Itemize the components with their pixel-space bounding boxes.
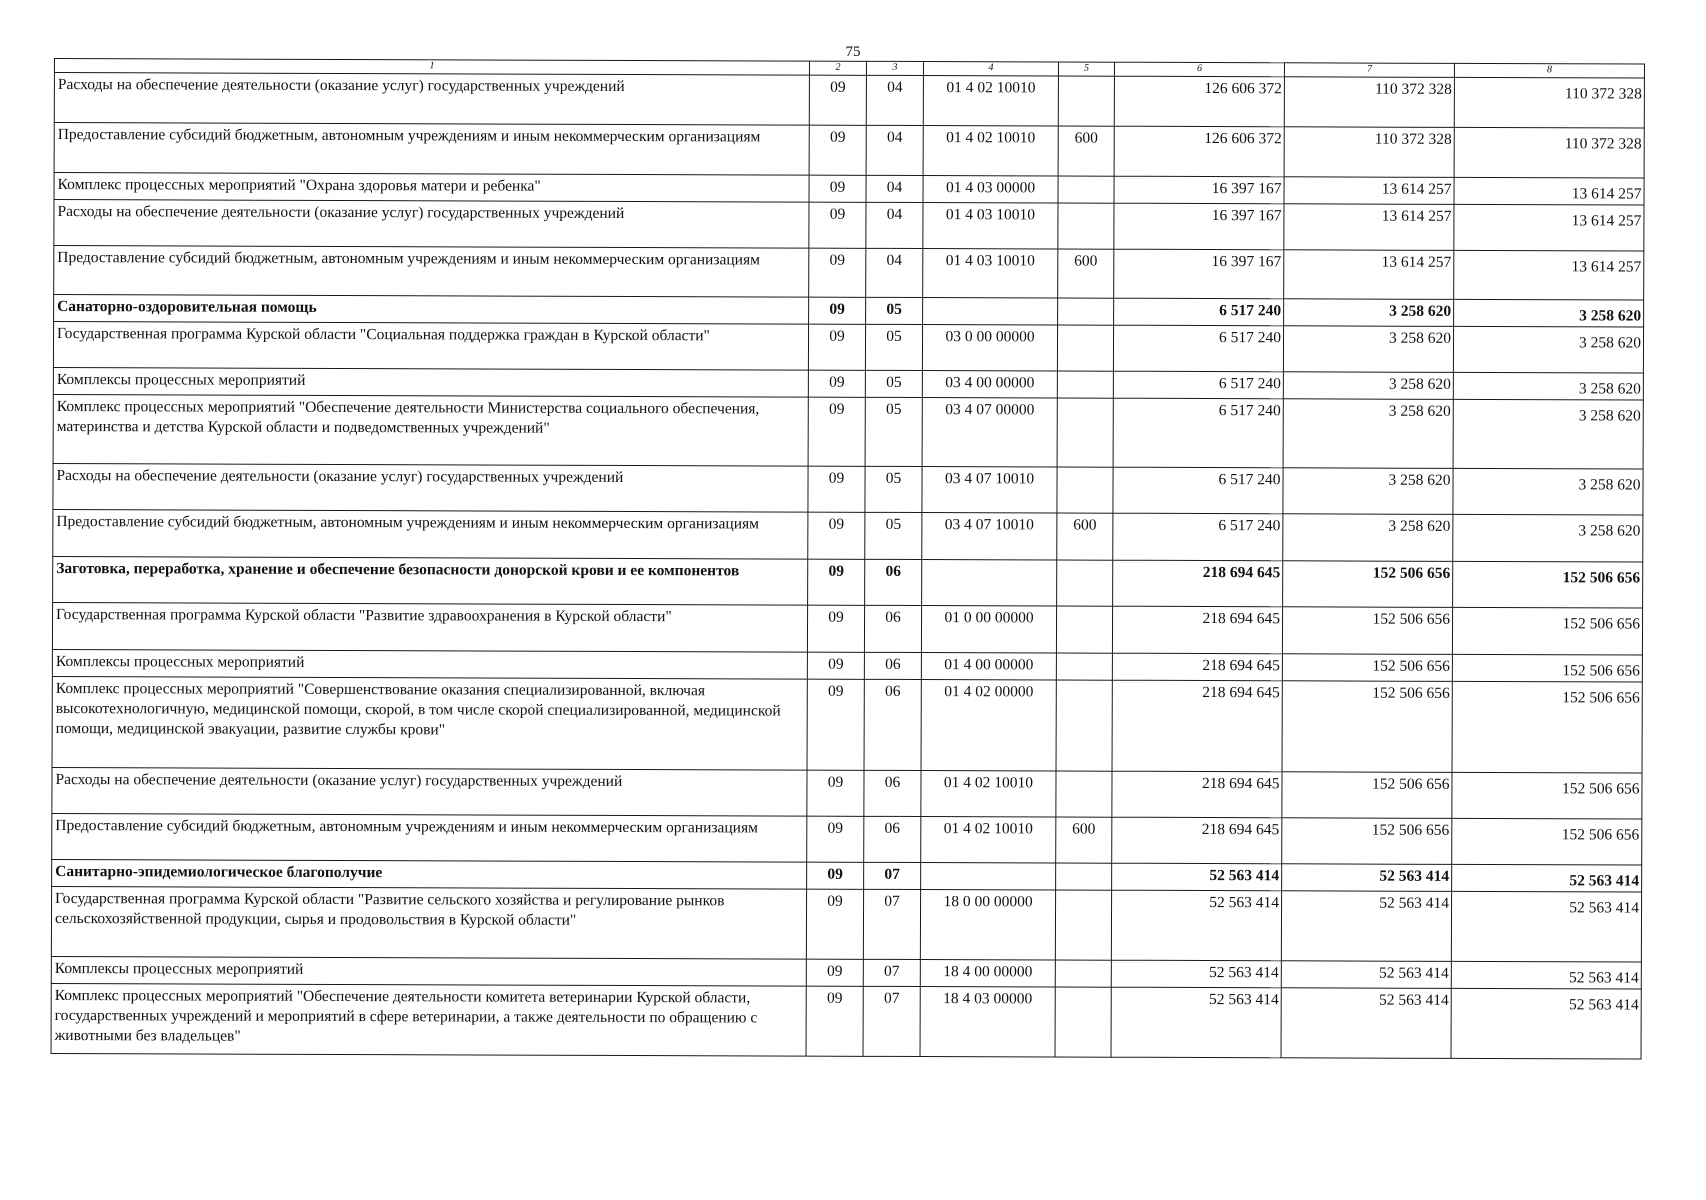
amount-col7-cell: 3 258 620 — [1283, 399, 1453, 469]
target-article-cell — [921, 863, 1056, 890]
table-row — [54, 123, 1644, 179]
amount-col7-cell: 3 258 620 — [1283, 372, 1453, 400]
expense-type-cell — [1058, 203, 1114, 249]
amount-col8-cell: 3 258 620 — [1453, 514, 1643, 562]
section-cell: 09 — [806, 889, 863, 959]
target-article-cell: 18 4 03 00000 — [920, 987, 1055, 1057]
target-article-cell: 03 4 07 10010 — [922, 467, 1057, 513]
target-article-cell: 01 4 02 10010 — [921, 771, 1056, 817]
amount-col8-cell: 152 506 656 — [1452, 772, 1642, 819]
subsection-cell: 07 — [863, 986, 920, 1056]
section-cell: 09 — [807, 679, 864, 770]
amount-col6-cell: 218 694 645 — [1112, 771, 1282, 818]
expense-type-cell: 600 — [1057, 513, 1113, 560]
amount-col6-cell: 126 606 372 — [1114, 126, 1284, 177]
amount-col7-cell: 13 614 257 — [1284, 250, 1454, 300]
amount-col6-cell: 6 517 240 — [1113, 325, 1283, 372]
amount-col8-cell: 52 563 414 — [1451, 988, 1641, 1059]
section-cell: 09 — [808, 397, 865, 466]
expense-type-cell — [1058, 76, 1114, 126]
amount-col6-cell: 52 563 414 — [1111, 890, 1281, 961]
target-article-cell: 03 4 07 10010 — [922, 513, 1057, 560]
row-name-cell: Предоставление субсидий бюджетным, автономным учреждениям и иным некоммерческим организациям — [54, 246, 809, 298]
subsection-cell: 05 — [865, 512, 922, 559]
amount-col6-cell: 52 563 414 — [1112, 863, 1282, 891]
amount-col7-cell: 152 506 656 — [1282, 681, 1452, 773]
target-article-cell — [923, 298, 1058, 325]
expense-type-cell — [1057, 467, 1113, 513]
table-row — [54, 200, 1644, 252]
section-cell: 09 — [806, 986, 863, 1056]
budget-table — [51, 58, 1645, 1060]
target-article-cell: 01 4 02 10010 — [921, 817, 1056, 863]
subsection-cell: 05 — [865, 397, 922, 466]
table-row — [54, 246, 1644, 301]
column-number-header: 5 — [1058, 62, 1114, 76]
target-article-cell: 01 4 02 10010 — [923, 126, 1058, 176]
amount-col8-cell: 3 258 620 — [1453, 372, 1643, 400]
row-name-cell: Санаторно-оздоровительная помощь — [54, 295, 809, 325]
expense-type-cell — [1058, 298, 1114, 325]
column-number-header: 8 — [1454, 63, 1644, 78]
amount-col7-cell: 13 614 257 — [1284, 204, 1454, 251]
amount-col6-cell: 218 694 645 — [1112, 680, 1282, 772]
amount-col8-cell: 3 258 620 — [1454, 299, 1644, 327]
expense-type-cell — [1056, 653, 1112, 680]
subsection-cell: 04 — [866, 202, 923, 248]
amount-col6-cell: 218 694 645 — [1113, 560, 1283, 607]
table-row — [54, 73, 1644, 129]
amount-col8-cell: 3 258 620 — [1453, 468, 1643, 515]
table-row — [53, 509, 1643, 562]
target-article-cell: 18 0 00 00000 — [920, 890, 1055, 960]
amount-col8-cell: 13 614 257 — [1454, 204, 1644, 251]
amount-col6-cell: 218 694 645 — [1112, 653, 1282, 681]
subsection-cell: 07 — [864, 862, 921, 889]
amount-col8-cell: 110 372 328 — [1454, 127, 1644, 178]
amount-col8-cell: 152 506 656 — [1452, 818, 1642, 865]
amount-col7-cell: 152 506 656 — [1282, 607, 1452, 655]
amount-col6-cell: 16 397 167 — [1114, 203, 1284, 250]
row-name-cell: Комплексы процессных мероприятий — [51, 956, 806, 986]
amount-col8-cell: 152 506 656 — [1453, 561, 1643, 608]
section-cell: 09 — [807, 770, 864, 816]
amount-col7-cell: 152 506 656 — [1283, 561, 1453, 608]
row-name-cell: Предоставление субсидий бюджетным, автономным учреждениям и иным некоммерческим организациям — [52, 813, 807, 862]
row-name-cell: Комплекс процессных мероприятий "Обеспечение деятельности комитета ветеринарии Курской области, государственных учреждений и мероприятий в сфере ветеринарии, а также деятельности по обращению с животными без владельцев" — [51, 983, 806, 1056]
table-row — [51, 886, 1641, 962]
section-cell: 09 — [809, 125, 866, 175]
subsection-cell: 06 — [865, 559, 922, 605]
table-row — [52, 602, 1642, 655]
subsection-cell: 04 — [866, 125, 923, 175]
amount-col6-cell: 6 517 240 — [1113, 467, 1283, 514]
amount-col6-cell: 52 563 414 — [1111, 960, 1281, 988]
amount-col7-cell: 110 372 328 — [1284, 127, 1454, 178]
amount-col8-cell: 152 506 656 — [1452, 681, 1642, 773]
subsection-cell: 07 — [863, 959, 920, 986]
row-name-cell: Комплексы процессных мероприятий — [53, 367, 808, 397]
table-row — [53, 556, 1643, 608]
amount-col7-cell: 52 563 414 — [1281, 988, 1451, 1059]
table-row — [51, 983, 1641, 1059]
amount-col7-cell: 3 258 620 — [1284, 299, 1454, 327]
target-article-cell: 01 0 00 00000 — [921, 606, 1056, 653]
amount-col6-cell: 6 517 240 — [1113, 513, 1283, 561]
row-name-cell: Комплекс процессных мероприятий "Обеспечение деятельности Министерства социального обеспечения, материнства и детства Курской области и подведомственных учреждений" — [53, 394, 808, 466]
row-name-cell: Государственная программа Курской области "Развитие здравоохранения в Курской области" — [52, 602, 807, 652]
amount-col7-cell: 152 506 656 — [1282, 772, 1452, 819]
section-cell: 09 — [807, 605, 864, 652]
expense-type-cell: 600 — [1058, 249, 1114, 298]
target-article-cell: 01 4 03 00000 — [923, 176, 1058, 203]
amount-col7-cell: 13 614 257 — [1284, 177, 1454, 205]
expense-type-cell — [1057, 560, 1113, 606]
amount-col7-cell: 52 563 414 — [1281, 961, 1451, 989]
row-name-cell: Расходы на обеспечение деятельности (оказание услуг) государственных учреждений — [52, 767, 807, 816]
column-number-header: 4 — [923, 62, 1058, 76]
amount-col6-cell: 126 606 372 — [1114, 76, 1284, 127]
section-cell: 09 — [809, 297, 866, 324]
row-name-cell: Санитарно-эпидемиологическое благополучие — [52, 859, 807, 889]
section-cell: 09 — [809, 248, 866, 297]
section-cell: 09 — [809, 75, 866, 125]
section-cell: 09 — [807, 652, 864, 679]
expense-type-cell — [1056, 863, 1112, 890]
subsection-cell: 05 — [865, 370, 922, 397]
table-row — [52, 813, 1642, 865]
amount-col7-cell: 52 563 414 — [1281, 891, 1451, 962]
target-article-cell: 03 4 07 00000 — [922, 398, 1057, 467]
amount-col8-cell: 13 614 257 — [1454, 250, 1644, 300]
expense-type-cell — [1057, 398, 1113, 467]
amount-col8-cell: 13 614 257 — [1454, 177, 1644, 205]
amount-col6-cell: 16 397 167 — [1114, 249, 1284, 299]
section-cell: 09 — [809, 202, 866, 248]
amount-col7-cell: 3 258 620 — [1283, 514, 1453, 562]
section-cell: 09 — [808, 370, 865, 397]
amount-col6-cell: 6 517 240 — [1114, 298, 1284, 326]
row-name-cell: Расходы на обеспечение деятельности (оказание услуг) государственных учреждений — [54, 200, 809, 249]
target-article-cell: 01 4 02 10010 — [923, 76, 1058, 126]
section-cell: 09 — [808, 512, 865, 559]
row-name-cell: Комплекс процессных мероприятий "Совершенствование оказания специализированной, включая высокотехнологичную, медицинской помощи, скорой, в том числе скорой специализированной, медицинской помощи, медицинской эвакуации, развитие службы крови" — [52, 676, 807, 770]
table-row — [53, 322, 1643, 374]
subsection-cell: 06 — [864, 770, 921, 816]
column-number-header: 6 — [1114, 62, 1284, 77]
section-cell: 09 — [808, 466, 865, 512]
amount-col7-cell: 152 506 656 — [1282, 818, 1452, 865]
amount-col7-cell: 110 372 328 — [1284, 77, 1454, 128]
table-row — [52, 676, 1642, 773]
budget-table-sheet — [51, 58, 1644, 1060]
amount-col8-cell: 52 563 414 — [1452, 864, 1642, 892]
subsection-cell: 04 — [866, 75, 923, 125]
amount-col7-cell: 3 258 620 — [1283, 468, 1453, 515]
row-name-cell: Государственная программа Курской области "Социальная поддержка граждан в Курской области" — [53, 322, 808, 371]
amount-col7-cell: 3 258 620 — [1283, 326, 1453, 373]
target-article-cell: 03 0 00 00000 — [922, 325, 1057, 371]
amount-col6-cell: 16 397 167 — [1114, 176, 1284, 204]
expense-type-cell — [1058, 176, 1114, 203]
subsection-cell: 05 — [865, 324, 922, 370]
subsection-cell: 04 — [866, 175, 923, 202]
expense-type-cell — [1055, 960, 1111, 987]
amount-col8-cell: 52 563 414 — [1451, 961, 1641, 989]
amount-col6-cell: 6 517 240 — [1113, 398, 1283, 468]
section-cell: 09 — [807, 816, 864, 862]
table-row — [53, 394, 1643, 469]
table-row — [52, 767, 1642, 819]
subsection-cell: 07 — [863, 889, 920, 959]
subsection-cell: 06 — [864, 652, 921, 679]
row-name-cell: Комплекс процессных мероприятий "Охрана здоровья матери и ребенка" — [54, 173, 809, 203]
target-article-cell: 01 4 03 10010 — [923, 249, 1058, 298]
amount-col8-cell: 3 258 620 — [1453, 326, 1643, 373]
row-name-cell: Комплексы процессных мероприятий — [52, 649, 807, 679]
subsection-cell: 05 — [865, 466, 922, 512]
section-cell: 09 — [806, 959, 863, 986]
row-name-cell: Государственная программа Курской области "Развитие сельского хозяйства и регулирование рынков сельскохозяйственной продукции, сырья и продовольствия в Курской области" — [51, 886, 806, 959]
amount-col6-cell: 218 694 645 — [1112, 817, 1282, 864]
subsection-cell: 06 — [864, 679, 921, 770]
amount-col8-cell: 52 563 414 — [1451, 891, 1641, 962]
subsection-cell: 06 — [864, 816, 921, 862]
row-name-cell: Предоставление субсидий бюджетным, автономным учреждениям и иным некоммерческим организациям — [54, 123, 809, 176]
row-name-cell: Расходы на обеспечение деятельности (оказание услуг) государственных учреждений — [53, 463, 808, 512]
column-number-header: 2 — [809, 61, 866, 75]
expense-type-cell — [1056, 680, 1112, 771]
amount-col6-cell: 6 517 240 — [1113, 371, 1283, 399]
expense-type-cell — [1055, 890, 1111, 960]
amount-col8-cell: 3 258 620 — [1453, 399, 1643, 469]
amount-col8-cell: 152 506 656 — [1452, 607, 1642, 655]
target-article-cell: 01 4 03 10010 — [923, 203, 1058, 249]
amount-col8-cell: 152 506 656 — [1452, 654, 1642, 682]
amount-col8-cell: 110 372 328 — [1454, 77, 1644, 128]
column-number-header: 1 — [54, 59, 809, 76]
subsection-cell: 05 — [866, 297, 923, 324]
amount-col6-cell: 218 694 645 — [1112, 606, 1282, 654]
expense-type-cell — [1057, 325, 1113, 371]
page-number: 75 — [845, 44, 861, 60]
table-row — [53, 463, 1643, 515]
target-article-cell: 03 4 00 00000 — [922, 371, 1057, 398]
target-article-cell: 01 4 02 00000 — [921, 680, 1056, 771]
section-cell: 09 — [808, 559, 865, 605]
column-number-header: 7 — [1284, 63, 1454, 78]
target-article-cell: 18 4 00 00000 — [920, 960, 1055, 987]
target-article-cell — [922, 560, 1057, 606]
subsection-cell: 06 — [864, 605, 921, 652]
section-cell: 09 — [807, 862, 864, 889]
subsection-cell: 04 — [866, 248, 923, 297]
amount-col7-cell: 52 563 414 — [1282, 864, 1452, 892]
expense-type-cell — [1055, 987, 1111, 1057]
row-name-cell: Предоставление субсидий бюджетным, автономным учреждениям и иным некоммерческим организациям — [53, 509, 808, 559]
section-cell: 09 — [808, 324, 865, 370]
target-article-cell: 01 4 00 00000 — [921, 653, 1056, 680]
column-number-header: 3 — [866, 61, 923, 75]
expense-type-cell: 600 — [1058, 126, 1114, 176]
amount-col7-cell: 152 506 656 — [1282, 654, 1452, 682]
amount-col6-cell: 52 563 414 — [1111, 987, 1281, 1058]
expense-type-cell — [1056, 771, 1112, 817]
expense-type-cell — [1057, 371, 1113, 398]
row-name-cell: Заготовка, переработка, хранение и обеспечение безопасности донорской крови и ее компонентов — [53, 556, 808, 605]
row-name-cell: Расходы на обеспечение деятельности (оказание услуг) государственных учреждений — [54, 73, 809, 126]
section-cell: 09 — [809, 175, 866, 202]
expense-type-cell: 600 — [1056, 817, 1112, 863]
expense-type-cell — [1056, 606, 1112, 653]
